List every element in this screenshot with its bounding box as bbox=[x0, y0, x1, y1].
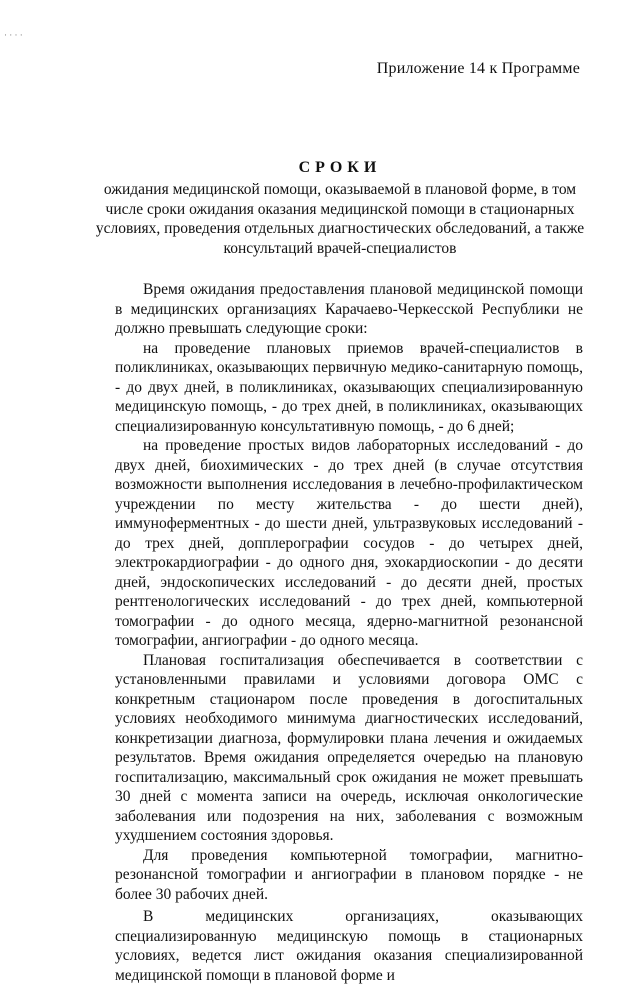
document-title: СРОКИ bbox=[298, 159, 382, 176]
paragraph-diagnostics: на проведение простых видов лабораторных исследований - до двух дней, биохимических - до трех дней (в случае отсутствия возможности выполнения исследования в лечебно-профилактическом учреждении по месту жительства - до шести дней), иммуноферментных - до шести дней, ультразвуковых исследований - до трех дней, допплерографии сосудов - до четырех дней, электрокардиографии - до одного дня, эхокардиоскопии - до десяти дней, эндоскопических исследований - до десяти дней, простых рентгенологических исследований - до трех дней, компьютерной томографии - до одного месяца, ядерно-магнитной резонансной томографии, ангиографии - до одного месяца. bbox=[115, 437, 583, 649]
paragraph-intro: Время ожидания предоставления плановой медицинской помощи в медицинских организациях Карачаево-Черкесской Республики не должно превышать следующие сроки: bbox=[115, 281, 583, 337]
paragraph-hospitalization: Плановая госпитализация обеспечивается в соответствии с установленными правилами и условиями договора ОМС с конкретным стационаром после проведения в догоспитальных условиях необходимого минимума диагностических исследований, конкретизации диагноза, формулировки плана лечения и ожидаемых результатов. Время ожидания определяется очередью на плановую госпитализацию, максимальный срок ожидания не может превышать 30 дней с момента записи на очередь, исключая онкологические заболевания или подозрения на них, заболевания с возможным ухудшением состояния здоровья. bbox=[115, 651, 583, 844]
paragraph-specialist-appointments: на проведение плановых приемов врачей-специалистов в поликлиниках, оказывающих первичную медико-санитарную помощь, - до двух дней, в поликлиниках, оказывающих специализированную медицинскую помощь, - до трех дней, в поликлиниках, оказывающих специализированную консультативную помощь, - до 6 дней; bbox=[115, 339, 583, 435]
paragraph-waiting-list: В медицинских организациях, оказывающих специализированную медицинскую помощь в стационарных условиях, ведется лист ожидания оказания специализированной медицинской помощи в плановой форме и bbox=[115, 908, 583, 984]
body-text bbox=[115, 280, 583, 985]
paragraph-tomography: Для проведения компьютерной томографии, магнитно-резонансной томографии и ангиографии в плановом порядке - не более 30 рабочих дней. bbox=[115, 846, 583, 903]
document-subtitle: ожидания медицинской помощи, оказываемой в плановой форме, в том числе сроки ожидания оказания медицинской помощи в стационарных условиях, проведения отдельных диагностических обследований, а также консультаций врачей-специалистов bbox=[95, 181, 585, 257]
appendix-label: Приложение 14 к Программе bbox=[376, 60, 580, 77]
scan-edge-mark: · · · · bbox=[4, 30, 23, 40]
title-block bbox=[90, 156, 590, 258]
